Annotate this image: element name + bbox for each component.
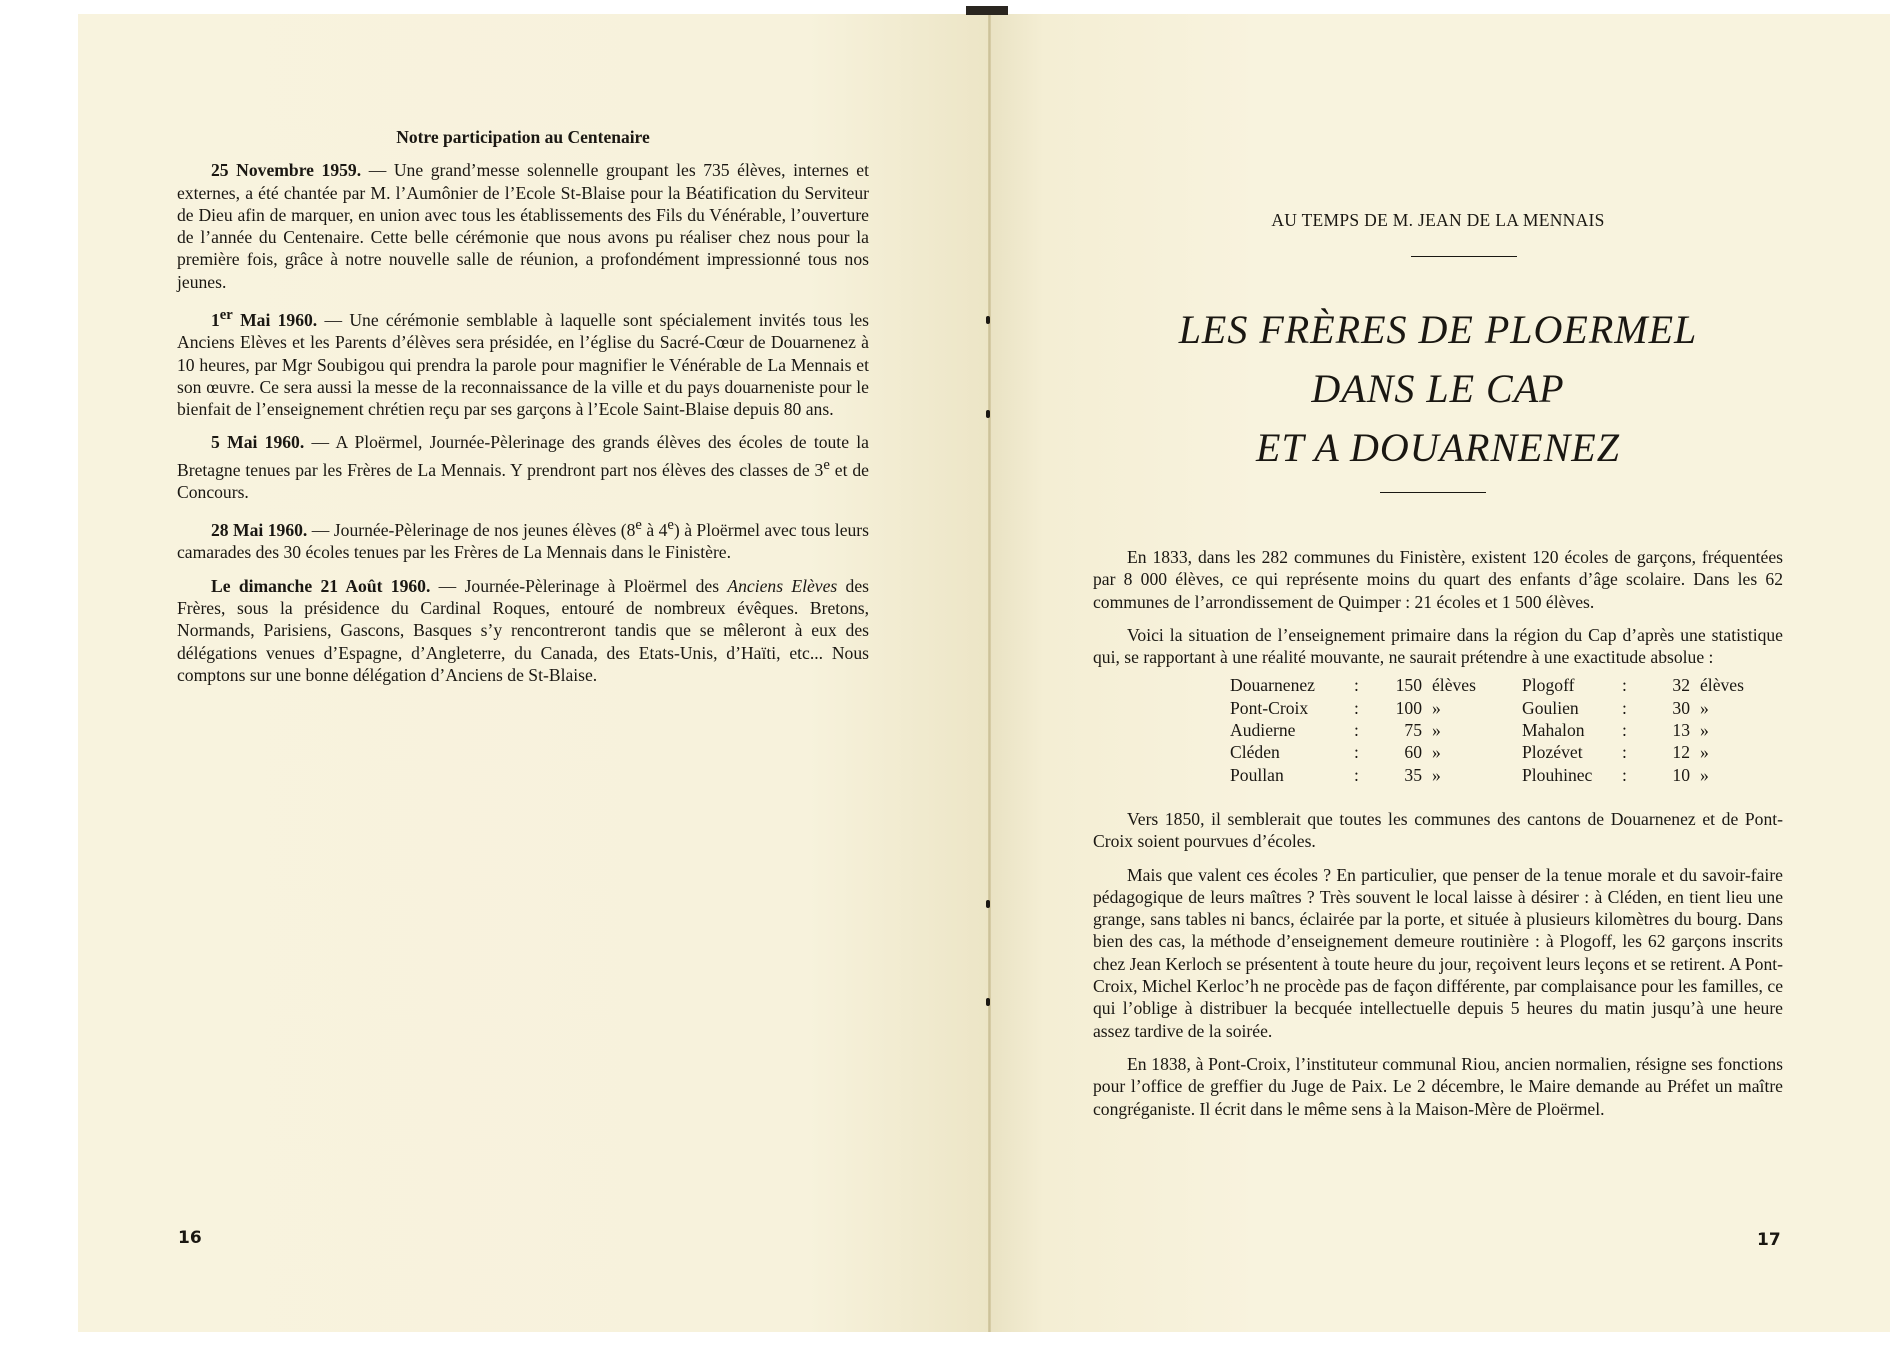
unit-label: »	[1432, 697, 1441, 718]
unit-label: »	[1700, 720, 1709, 741]
unit-label: »	[1700, 742, 1709, 763]
pupil-count: 32	[1672, 675, 1690, 696]
paragraph-may-5-1960	[177, 431, 869, 503]
separator: :	[1354, 697, 1359, 718]
stats-row	[1522, 674, 1782, 696]
title-line: DANS LE CAP	[1311, 366, 1565, 411]
date-sup: er	[219, 307, 233, 324]
date-day: 1	[211, 309, 220, 330]
pupil-count: 10	[1672, 764, 1690, 785]
unit-label: élèves	[1700, 675, 1744, 696]
stats-row	[1230, 697, 1514, 719]
commune-name: Plogoff	[1522, 675, 1575, 696]
paragraph-may-28-1960	[177, 514, 869, 563]
paragraph-aug-21-1960	[177, 575, 869, 686]
date-label: 25 Novembre 1959.	[211, 160, 362, 181]
paragraph-nov-1959	[177, 159, 869, 293]
article-kicker: AU TEMPS DE M. JEAN DE LA MENNAIS	[1271, 210, 1605, 230]
pupil-count: 30	[1672, 697, 1690, 718]
date-label: 28 Mai 1960.	[211, 520, 308, 541]
school-statistics	[1230, 674, 1783, 785]
paragraph-text: des Frères, sous la présidence du Cardinal Roques, entouré de nombreux évêques. Bretons, Normands, Parisiens, Gascons, Basques s’y rencontreront tandis que se mêleront à eux des délégations venues d’Espagne, d’Angleterre, du Canada, des Etats-Unis, d’Haïti, etc... Nous comptons sur une bonne délégation d’Anciens de St-Blaise.	[177, 575, 869, 685]
separator: :	[1354, 675, 1359, 696]
gutter-mark	[986, 410, 990, 418]
page-number-left: 16	[178, 1228, 202, 1248]
paragraph-text: à 4	[641, 520, 668, 541]
separator: :	[1622, 742, 1627, 763]
paragraph-text: — Une grand’messe solennelle groupant les 735 élèves, internes et externes, a été chantée par M. l’Aumônier de l’Ecole St-Blaise pour la Béatification du Serviteur de Dieu afin de marquer, en union avec tous les établissements des Fils du Vénérable, l’ouverture de l’année du Centenaire. Cette belle cérémonie que nous avons pu réaliser chez nous pour la première fois, grâce à notre nouvelle salle de réunion, a profondément impressionné tous nos jeunes.	[177, 160, 870, 292]
date-rest: Mai 1960.	[232, 309, 318, 330]
stats-row	[1522, 741, 1782, 763]
unit-label: »	[1700, 697, 1709, 718]
separator: :	[1354, 764, 1359, 785]
unit-label: »	[1432, 764, 1441, 785]
stats-row	[1230, 674, 1514, 696]
stats-row	[1230, 764, 1514, 786]
paragraph-statistics-intro: Voici la situation de l’enseignement primaire dans la région du Cap d’après une statistique qui, se rapportant à une réalité mouvante, ne saurait prétendre à une exactitude absolue :	[1093, 624, 1783, 668]
superscript: e	[667, 517, 674, 534]
stats-table-right	[1522, 674, 1782, 785]
title-line: LES FRÈRES DE PLOERMEL	[1178, 307, 1698, 352]
date-label	[211, 307, 318, 330]
pupil-count: 35	[1404, 764, 1422, 785]
section-heading: Notre participation au Centenaire	[396, 127, 650, 147]
article-title	[1093, 300, 1783, 477]
superscript: e	[635, 517, 642, 534]
stats-row	[1230, 719, 1514, 741]
commune-name: Poullan	[1230, 764, 1284, 785]
title-rule-top	[1411, 256, 1517, 257]
paragraph-1833: En 1833, dans les 282 communes du Finistère, existent 120 écoles de garçons, fréquentées par 8 000 élèves, ce qui représente moins du quart des enfants d’âge scolaire. Dans les 62 communes de l’arrondissement de Quimper : 21 écoles et 1 500 élèves.	[1093, 547, 1783, 612]
paragraph-text: — Journée-Pèlerinage à Ploërmel des	[430, 575, 728, 596]
paragraph-1850: Vers 1850, il semblerait que toutes les communes des cantons de Douarnenez et de Pont-Croix soient pourvues d’écoles.	[1093, 808, 1783, 852]
stats-table-left	[1230, 674, 1514, 785]
paragraph-text: — A Ploërmel, Journée-Pèlerinage des grands élèves des écoles de toute la Bretagne tenues par les Frères de La Mennais. Y prendront part nos élèves des classes de 3	[177, 432, 869, 480]
page-number-right: 17	[1757, 1230, 1781, 1250]
unit-label: »	[1432, 742, 1441, 763]
commune-name: Pont-Croix	[1230, 697, 1309, 718]
date-label: Le dimanche 21 Août 1960.	[211, 575, 431, 596]
stats-row	[1522, 764, 1782, 786]
gutter-mark	[986, 316, 990, 324]
paragraph-may-1-1960	[177, 304, 869, 420]
unit-label: »	[1700, 764, 1709, 785]
stats-row	[1522, 719, 1782, 741]
pupil-count: 13	[1672, 720, 1690, 741]
separator: :	[1354, 720, 1359, 741]
separator: :	[1622, 720, 1627, 741]
left-page-text	[177, 126, 869, 697]
title-line: ET A DOUARNENEZ	[1256, 425, 1620, 470]
paragraph-text: et de Concours.	[177, 459, 869, 502]
commune-name: Douarnenez	[1230, 675, 1315, 696]
date-label: 5 Mai 1960.	[211, 432, 305, 453]
commune-name: Cléden	[1230, 742, 1280, 763]
commune-name: Audierne	[1230, 720, 1296, 741]
separator: :	[1622, 675, 1627, 696]
pupil-count: 75	[1404, 720, 1422, 741]
book-gutter	[988, 14, 991, 1332]
paragraph-text: — Journée-Pèlerinage de nos jeunes élèves (8	[307, 520, 636, 541]
commune-name: Plozévet	[1522, 742, 1583, 763]
title-rule-bottom	[1380, 492, 1486, 493]
paragraph-text: ) à Ploërmel avec tous leurs camarades des 30 écoles tenues par les Frères de La Mennais dans le Finistère.	[177, 520, 870, 563]
commune-name: Mahalon	[1522, 720, 1585, 741]
stats-row	[1522, 697, 1782, 719]
pupil-count: 12	[1672, 742, 1690, 763]
right-page-text	[1093, 546, 1783, 1131]
commune-name: Plouhinec	[1522, 764, 1593, 785]
gutter-mark	[986, 998, 990, 1006]
binding-notch	[966, 6, 1008, 15]
pupil-count: 100	[1395, 697, 1422, 718]
commune-name: Goulien	[1522, 697, 1579, 718]
pupil-count: 150	[1395, 675, 1422, 696]
pupil-count: 60	[1404, 742, 1422, 763]
separator: :	[1354, 742, 1359, 763]
italic-text: Anciens Elèves	[727, 575, 838, 596]
unit-label: élèves	[1432, 675, 1476, 696]
gutter-mark	[986, 900, 990, 908]
separator: :	[1622, 697, 1627, 718]
superscript: e	[823, 456, 830, 473]
stats-row	[1230, 741, 1514, 763]
paragraph-schools-quality: Mais que valent ces écoles ? En particulier, que penser de la tenue morale et du savoir-faire pédagogique de leurs maîtres ? Très souvent le local laisse à désirer : à Cléden, en tient lieu une grange, sans tables ni bancs, éclairée par la porte, et située à plusieurs kilomètres du bourg. Dans bien des cas, la méthode d’enseignement demeure routinière : à Plogoff, les 62 garçons inscrits chez Jean Kerloch se présentent à toute heure du jour, reçoivent leurs leçons et se retirent. A Pont-Croix, Michel Kerloc’h ne procède pas de façon différente, par complaisance pour les familles, ce qui l’oblige à distribuer la becquée intellectuelle depuis 5 heures du matin jusqu’à une heure assez tardive de la soirée.	[1093, 864, 1783, 1041]
paragraph-1838: En 1838, à Pont-Croix, l’instituteur communal Riou, ancien normalien, résigne ses fonctions pour l’office de greffier du Juge de Paix. Le 2 décembre, le Maire demande au Préfet un maître congréganiste. Il écrit dans le même sens à la Maison-Mère de Ploërmel.	[1093, 1053, 1783, 1119]
unit-label: »	[1432, 720, 1441, 741]
separator: :	[1622, 764, 1627, 785]
paragraph-text: — Une cérémonie semblable à laquelle sont spécialement invités tous les Anciens Elèves et les Parents d’élèves sera présidée, en l’église du Sacré-Cœur de Douarnenez à 10 heures, par Mgr Soubigou qui prendra la parole pour magnifier le Vénérable de La Mennais et son œuvre. Ce sera aussi la messe de la reconnaissance de la ville et du pays douarneniste pour le bienfait de l’enseignement chrétien reçu par ses garçons à l’Ecole Saint-Blaise depuis 80 ans.	[177, 309, 869, 420]
